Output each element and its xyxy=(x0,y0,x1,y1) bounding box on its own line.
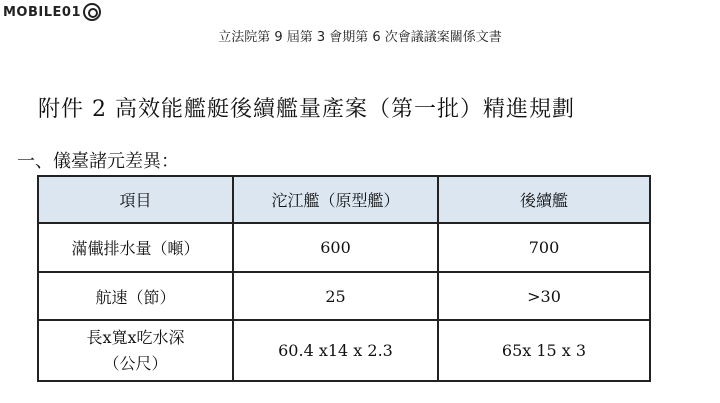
table-row xyxy=(38,320,650,381)
row-followup-value: >30 xyxy=(438,272,650,320)
spec-comparison-table xyxy=(37,175,651,382)
row-item-displacement: 滿儎排水量（噸） xyxy=(38,223,233,272)
attachment-title: 附件 2 高效能艦艇後續艦量產案（第一批）精進規劃 xyxy=(38,97,575,122)
dimensions-unit: （公尺） xyxy=(103,353,168,373)
table-row xyxy=(38,223,650,272)
header-item: 項目 xyxy=(38,176,233,223)
row-followup-value: 700 xyxy=(438,223,650,272)
logo-mark-icon xyxy=(83,3,101,21)
table-header-row xyxy=(38,176,650,223)
row-prototype-value: 60.4 x14 x 2.3 xyxy=(233,320,438,381)
row-prototype-value: 600 xyxy=(233,223,438,272)
document-header: 立法院第 9 屆第 3 會期第 6 次會議議案關係文書 xyxy=(218,30,502,45)
mobile01-logo xyxy=(3,2,101,22)
row-followup-value: 65x 15 x 3 xyxy=(438,320,650,381)
row-item-dimensions xyxy=(38,320,233,381)
row-item-speed: 航速（節） xyxy=(38,272,233,320)
table-row xyxy=(38,272,650,320)
header-prototype: 沱江艦（原型艦） xyxy=(233,176,438,223)
row-prototype-value: 25 xyxy=(233,272,438,320)
dimensions-label: 長x寬x吃水深 xyxy=(86,327,185,347)
section-title: 一、儀臺諸元差異： xyxy=(17,151,179,172)
header-followup: 後續艦 xyxy=(438,176,650,223)
logo-text: MOBILE01 xyxy=(3,4,81,20)
